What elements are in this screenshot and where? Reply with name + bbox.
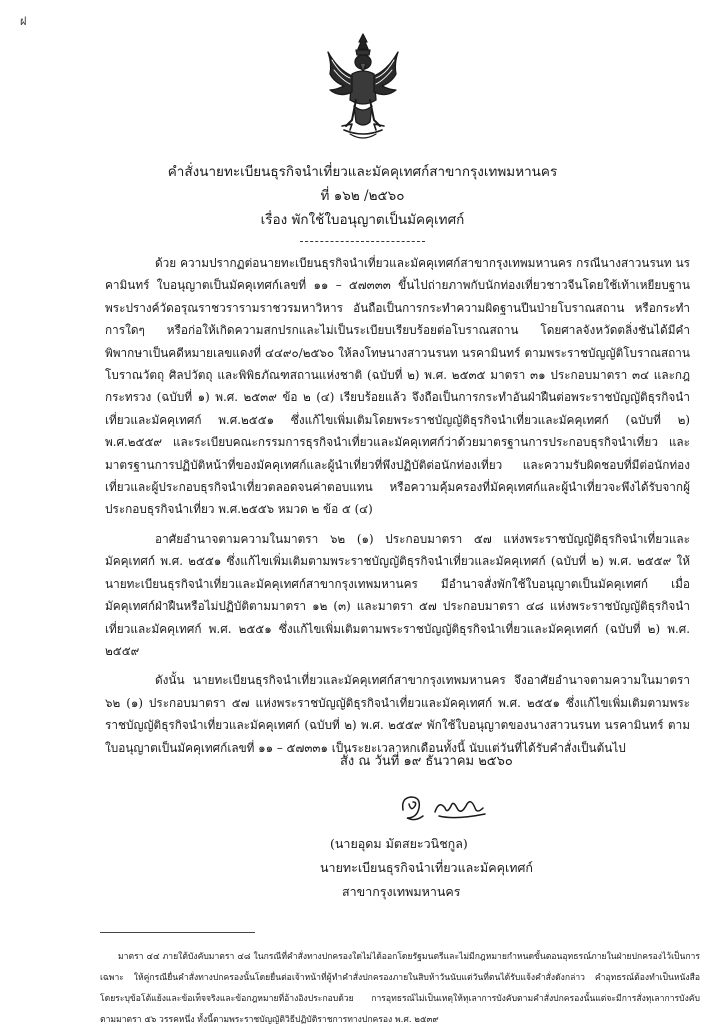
order-subject: เรื่อง พักใช้ใบอนุญาตเป็นมัคคุเทศก์ [260,212,465,228]
order-title-block [0,160,725,232]
footnote-rule [100,932,255,933]
order-number: ที่ ๑๖๒ /๒๕๖๐ [320,188,405,204]
corner-mark: ฝ [20,15,27,28]
appeal-footnote: มาตรา ๔๔ ภายใต้บังคับมาตรา ๔๘ ในกรณีที่คำสั่งทางปกครองใดไม่ได้ออกโดยรัฐมนตรีและไม่มีกฎหมายกำหนดขั้นตอนอุทธรณ์ภายในฝ่ายปกครองไว้เป็นการเฉพาะ ให้คู่กรณียื่นคำสั่งทางปกครองนั้นโดยยื่นต่อเจ้าหน้าที่ผู้ทำคำสั่งปกครองภายในสิบห้าวันนับแต่วันที่ตนได้รับแจ้งคำสั่งดังกล่าว คำอุทธรณ์ต้องทำเป็นหนังสือโดยระบุข้อโต้แย้งและข้อเท็จจริงและข้อกฎหมายที่อ้างอิงประกอบด้วย การอุทธรณ์ไม่เป็นเหตุให้ทุเลาการบังคับตามคำสั่งปกครองนั้นแต่จะมีการสั่งทุเลาการบังคับตามมาตรา ๕๖ วรรคหนึ่ง ทั้งนี้ตามพระราชบัญญัติวิธีปฏิบัติราชการทางปกครอง พ.ศ. ๒๕๓๙ [100,951,700,1025]
body-paragraph-1: ด้วย ความปรากฏต่อนายทะเบียนธุรกิจนำเที่ยวและมัคคุเทศก์สาขากรุงเทพมหานคร กรณีนางสาวนรนท นรคามินทร์ ใบอนุญาตเป็นมัคคุเทศก์เลขที่ ๑๑ – ๕๗๓๓๓ ขึ้นไปถ่ายภาพกับนักท่องเที่ยวชาวจีนโดยใช้เท้าเหยียบฐานพระปรางค์วัดอรุณราชวรารามราชวรมหาวิหาร อันถือเป็นการกระทำความผิดฐานปีนป่ายโบราณสถาน หรือกระทำการใดๆ หรือก่อให้เกิดความสกปรกและไม่เป็นระเบียบเรียบร้อยต่อโบราณสถาน โดยศาลจังหวัดตลิ่งชันได้มีคำพิพากษาเป็นคดีหมายเลขแดงที่ ๔๔๙๐/๒๕๖๐ ให้ลงโทษนางสาวนรนท นรคามินทร์ ตามพระราชบัญญัติโบราณสถาน โบราณวัตถุ ศิลปวัตถุ และพิพิธภัณฑสถานแห่งชาติ (ฉบับที่ ๒) พ.ศ. ๒๕๓๕ มาตรา ๓๑ ประกอบมาตรา ๓๔ และกฎกระทรวง (ฉบับที่ ๑) พ.ศ. ๒๕๓๙ ข้อ ๒ (๔) เรียบร้อยแล้ว จึงถือเป็นการกระทำอันฝ่าฝืนต่อพระราชบัญญัติธุรกิจนำเที่ยวและมัคคุเทศก์ พ.ศ.๒๕๕๑ ซึ่งแก้ไขเพิ่มเติมโดยพระราชบัญญัติธุรกิจนำเที่ยวและมัคคุเทศก์ (ฉบับที่ ๒) พ.ศ.๒๕๕๙ และระเบียบคณะกรรมการธุรกิจนำเที่ยวและมัคคุเทศก์ว่าด้วยมาตรฐานการประกอบธุรกิจนำเที่ยว และมาตรฐานการปฏิบัติหน้าที่ของมัคคุเทศก์และผู้นำเที่ยวที่พึงปฏิบัติต่อนักท่องเที่ยว และความรับผิดชอบที่มีต่อนักท่องเที่ยวและผู้ประกอบธุรกิจนำเที่ยวตลอดจนค่าตอบแทน หรือความคุ้มครองที่มัคคุเทศก์และผู้นำเที่ยวจะพึงได้รับจากผู้ประกอบธุรกิจนำเที่ยว พ.ศ.๒๕๕๖ หมวด ๒ ข้อ ๕ (๔) [105,256,690,517]
signature-block [320,832,580,904]
order-body [105,252,690,766]
handwritten-signature [395,788,505,828]
garuda-emblem-icon [322,30,404,145]
body-paragraph-3: ดังนั้น นายทะเบียนธุรกิจนำเที่ยวและมัคคุเทศก์สาขากรุงเทพมหานคร จึงอาศัยอำนาจตามความในมาตรา ๖๒ (๑) ประกอบมาตรา ๕๗ แห่งพระราชบัญญัติธุรกิจนำเที่ยวและมัคคุเทศก์ พ.ศ. ๒๕๕๑ ซึ่งแก้ไขเพิ่มเติมตามพระราชบัญญัติธุรกิจนำเที่ยวและมัคคุเทศก์ (ฉบับที่ ๒) พ.ศ. ๒๕๕๙ พักใช้ใบอนุญาตของนางสาวนรนท นรคามินทร์ ตามใบอนุญาตเป็นมัคคุเทศก์เลขที่ ๑๑ – ๕๗๓๓๑ เป็นระยะเวลาหกเดือนทั้งนี้ นับแต่วันที่ได้รับคำสั่งเป็นต้นไป [105,673,690,755]
order-date: สั่ง ณ วันที่ ๑๙ ธันวาคม ๒๕๖๐ [340,754,513,769]
signer-title: นายทะเบียนธุรกิจนำเที่ยวและมัคคุเทศก์ [320,860,533,875]
signer-name: (นายอุดม มัตสยะวนิชกูล) [330,836,468,851]
signer-office: สาขากรุงเทพมหานคร [342,884,461,899]
issuer-title: คำสั่งนายทะเบียนธุรกิจนำเที่ยวและมัคคุเทศก์สาขากรุงเทพมหานคร [167,164,558,180]
body-paragraph-2: อาศัยอำนาจตามความในมาตรา ๖๒ (๑) ประกอบมาตรา ๕๗ แห่งพระราชบัญญัติธุรกิจนำเที่ยวและมัคคุเทศก์ พ.ศ. ๒๕๕๑ ซึ่งแก้ไขเพิ่มเติมตามพระราชบัญญัติธุรกิจนำเที่ยวและมัคคุเทศก์ (ฉบับที่ ๒) พ.ศ. ๒๕๕๙ ให้นายทะเบียนธุรกิจนำเที่ยวและมัคคุเทศก์สาขากรุงเทพมหานคร มีอำนาจสั่งพักใช้ใบอนุญาตเป็นมัคคุเทศก์ เมื่อมัคคุเทศก์ฝ่าฝืนหรือไม่ปฏิบัติตามมาตรา ๑๒ (๓) และมาตรา ๕๗ ประกอบมาตรา ๔๘ แห่งพระราชบัญญัติธุรกิจนำเที่ยวและมัคคุเทศก์ พ.ศ. ๒๕๕๑ ซึ่งแก้ไขเพิ่มเติมตามพระราชบัญญัติธุรกิจนำเที่ยวและมัคคุเทศก์ (ฉบับที่ ๒) พ.ศ. ๒๕๕๙ [105,531,690,658]
title-divider [300,241,425,242]
